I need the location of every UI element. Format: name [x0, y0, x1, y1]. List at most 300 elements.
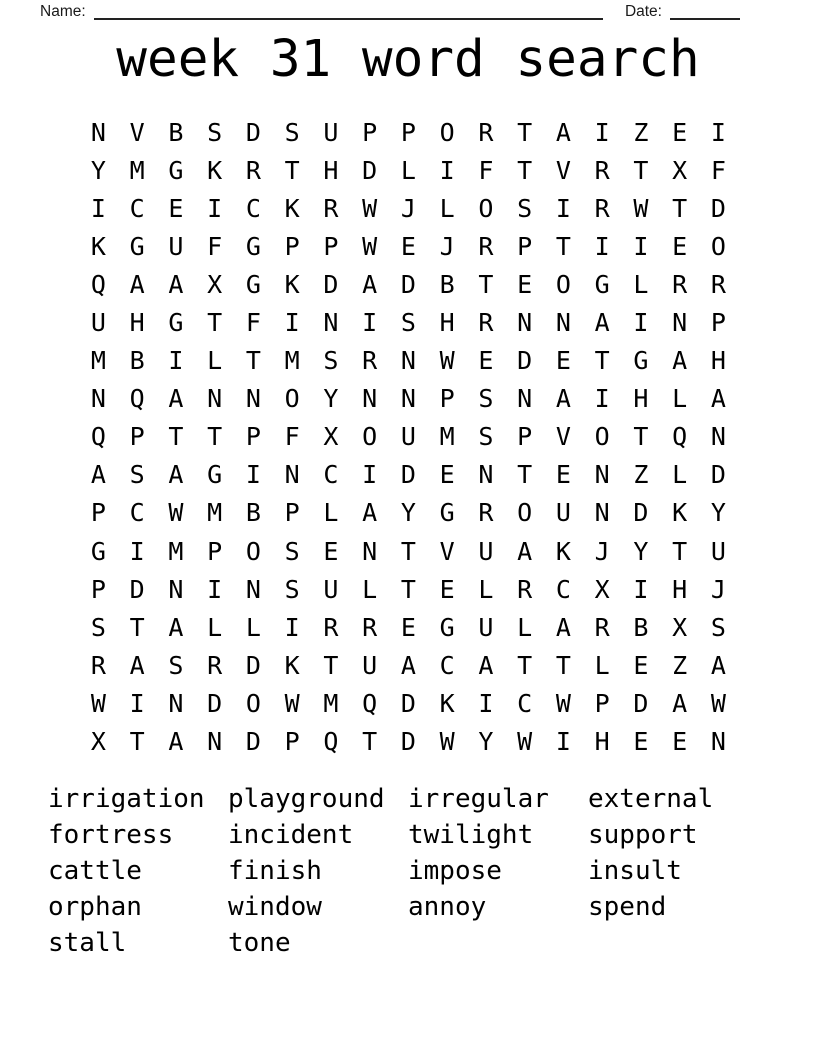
grid-cell-r7c10: W	[439, 346, 455, 376]
word-item: orphan	[48, 892, 142, 922]
grid-cell-r13c16: H	[672, 574, 688, 604]
grid-cell-r12c1: G	[90, 536, 106, 566]
grid-cell-r14c15: B	[633, 612, 649, 642]
word-list-column-4	[588, 781, 768, 961]
grid-cell-r1c1: N	[90, 117, 106, 147]
grid-cell-r12c5: O	[245, 536, 261, 566]
word-list	[48, 781, 768, 961]
grid-cell-r6c10: H	[439, 308, 455, 338]
grid-cell-r11c8: A	[362, 498, 378, 528]
word-item: support	[588, 820, 698, 850]
grid-cell-r4c3: U	[168, 231, 184, 261]
grid-cell-r13c11: L	[478, 574, 494, 604]
grid-cell-r13c12: R	[517, 574, 533, 604]
grid-cell-r3c15: W	[633, 193, 649, 223]
grid-cell-r16c10: K	[439, 688, 455, 718]
grid-cell-r9c13: V	[555, 422, 571, 452]
grid-cell-r2c3: G	[168, 155, 184, 185]
grid-cell-r7c12: D	[517, 346, 533, 376]
grid-cell-r11c10: G	[439, 498, 455, 528]
grid-cell-r2c6: T	[284, 155, 300, 185]
word-item: cattle	[48, 856, 142, 886]
grid-cell-r11c5: B	[245, 498, 261, 528]
word-item: fortress	[48, 820, 174, 850]
grid-cell-r15c16: Z	[672, 650, 688, 680]
word-item: twilight	[408, 820, 534, 850]
grid-cell-r8c12: N	[517, 384, 533, 414]
grid-cell-r9c10: M	[439, 422, 455, 452]
grid-cell-r15c12: T	[517, 650, 533, 680]
grid-cell-r6c11: R	[478, 308, 494, 338]
grid-cell-r2c10: I	[439, 155, 455, 185]
grid-cell-r5c1: Q	[90, 269, 106, 299]
worksheet-header	[40, 3, 740, 21]
grid-cell-r6c14: A	[594, 308, 610, 338]
grid-cell-r5c17: R	[710, 269, 726, 299]
grid-cell-r1c13: A	[555, 117, 571, 147]
grid-cell-r8c11: S	[478, 384, 494, 414]
grid-cell-r16c16: A	[672, 688, 688, 718]
grid-cell-r16c4: D	[207, 688, 223, 718]
grid-cell-r12c8: N	[362, 536, 378, 566]
grid-cell-r6c12: N	[517, 308, 533, 338]
grid-cell-r11c16: K	[672, 498, 688, 528]
grid-cell-r9c14: O	[594, 422, 610, 452]
grid-cell-r6c8: I	[362, 308, 378, 338]
grid-cell-r5c7: D	[323, 269, 339, 299]
grid-cell-r15c13: T	[555, 650, 571, 680]
grid-cell-r15c17: A	[710, 650, 726, 680]
grid-cell-r14c9: E	[400, 612, 416, 642]
grid-cell-r10c2: S	[129, 460, 145, 490]
grid-cell-r11c4: M	[207, 498, 223, 528]
grid-cell-r8c5: N	[245, 384, 261, 414]
grid-cell-r8c17: A	[710, 384, 726, 414]
grid-cell-r4c7: P	[323, 231, 339, 261]
grid-cell-r6c1: U	[90, 308, 106, 338]
grid-cell-r7c6: M	[284, 346, 300, 376]
grid-cell-r16c15: D	[633, 688, 649, 718]
grid-cell-r17c6: P	[284, 727, 300, 757]
grid-cell-r5c5: G	[245, 269, 261, 299]
grid-cell-r2c16: X	[672, 155, 688, 185]
grid-cell-r8c4: N	[207, 384, 223, 414]
grid-cell-r13c7: U	[323, 574, 339, 604]
grid-cell-r8c16: L	[672, 384, 688, 414]
grid-cell-r12c13: K	[555, 536, 571, 566]
grid-cell-r11c12: O	[517, 498, 533, 528]
grid-cell-r17c16: E	[672, 727, 688, 757]
grid-cell-r16c17: W	[710, 688, 726, 718]
grid-cell-r17c14: H	[594, 727, 610, 757]
grid-cell-r3c11: O	[478, 193, 494, 223]
grid-cell-r4c12: P	[517, 231, 533, 261]
grid-cell-r13c15: I	[633, 574, 649, 604]
grid-cell-r9c6: F	[284, 422, 300, 452]
grid-cell-r8c10: P	[439, 384, 455, 414]
grid-cell-r11c9: Y	[400, 498, 416, 528]
grid-cell-r11c7: L	[323, 498, 339, 528]
grid-cell-r3c4: I	[207, 193, 223, 223]
grid-cell-r6c15: I	[633, 308, 649, 338]
grid-cell-r15c4: R	[207, 650, 223, 680]
grid-cell-r10c8: I	[362, 460, 378, 490]
grid-cell-r17c11: Y	[478, 727, 494, 757]
grid-cell-r4c9: E	[400, 231, 416, 261]
grid-cell-r1c9: P	[400, 117, 416, 147]
grid-cell-r8c9: N	[400, 384, 416, 414]
grid-cell-r14c1: S	[90, 612, 106, 642]
grid-cell-r12c14: J	[594, 536, 610, 566]
word-item: spend	[588, 892, 667, 922]
grid-cell-r9c9: U	[400, 422, 416, 452]
grid-cell-r2c7: H	[323, 155, 339, 185]
grid-cell-r5c16: R	[672, 269, 688, 299]
grid-cell-r4c1: K	[90, 231, 106, 261]
date-blank-line	[670, 3, 740, 20]
grid-cell-r9c5: P	[245, 422, 261, 452]
grid-cell-r15c7: T	[323, 650, 339, 680]
grid-cell-r6c2: H	[129, 308, 145, 338]
word-item: insult	[588, 856, 682, 886]
grid-cell-r9c16: Q	[672, 422, 688, 452]
grid-cell-r4c13: T	[555, 231, 571, 261]
word-item: stall	[48, 928, 127, 958]
grid-cell-r13c14: X	[594, 574, 610, 604]
grid-cell-r16c6: W	[284, 688, 300, 718]
grid-cell-r16c2: I	[129, 688, 145, 718]
grid-cell-r10c6: N	[284, 460, 300, 490]
grid-cell-r10c15: Z	[633, 460, 649, 490]
word-list-column-2	[228, 781, 408, 961]
grid-cell-r14c2: T	[129, 612, 145, 642]
grid-cell-r17c5: D	[245, 727, 261, 757]
grid-cell-r13c3: N	[168, 574, 184, 604]
grid-cell-r10c9: D	[400, 460, 416, 490]
word-item: annoy	[408, 892, 487, 922]
grid-cell-r12c3: M	[168, 536, 184, 566]
grid-cell-r10c7: C	[323, 460, 339, 490]
grid-cell-r4c15: I	[633, 231, 649, 261]
grid-cell-r9c11: S	[478, 422, 494, 452]
grid-cell-r5c4: X	[207, 269, 223, 299]
grid-cell-r1c11: R	[478, 117, 494, 147]
grid-cell-r17c8: T	[362, 727, 378, 757]
grid-cell-r4c5: G	[245, 231, 261, 261]
grid-cell-r6c6: I	[284, 308, 300, 338]
date-label: Date:	[624, 3, 662, 20]
grid-cell-r16c13: W	[555, 688, 571, 718]
grid-cell-r11c3: W	[168, 498, 184, 528]
grid-cell-r7c4: L	[207, 346, 223, 376]
grid-cell-r11c6: P	[284, 498, 300, 528]
grid-cell-r7c7: S	[323, 346, 339, 376]
grid-cell-r2c13: V	[555, 155, 571, 185]
grid-cell-r13c9: T	[400, 574, 416, 604]
grid-cell-r4c11: R	[478, 231, 494, 261]
word-item: irrigation	[48, 784, 205, 814]
grid-cell-r17c10: W	[439, 727, 455, 757]
grid-cell-r3c2: C	[129, 193, 145, 223]
grid-cell-r3c7: R	[323, 193, 339, 223]
grid-cell-r14c10: G	[439, 612, 455, 642]
grid-cell-r5c12: E	[517, 269, 533, 299]
grid-cell-r15c6: K	[284, 650, 300, 680]
grid-cell-r15c2: A	[129, 650, 145, 680]
grid-cell-r9c8: O	[362, 422, 378, 452]
grid-cell-r6c17: P	[710, 308, 726, 338]
grid-cell-r10c3: A	[168, 460, 184, 490]
grid-cell-r11c15: D	[633, 498, 649, 528]
grid-cell-r5c11: T	[478, 269, 494, 299]
grid-cell-r13c4: I	[207, 574, 223, 604]
grid-cell-r15c10: C	[439, 650, 455, 680]
grid-cell-r9c7: X	[323, 422, 339, 452]
grid-cell-r8c8: N	[362, 384, 378, 414]
grid-cell-r11c2: C	[129, 498, 145, 528]
grid-cell-r2c4: K	[207, 155, 223, 185]
grid-cell-r14c3: A	[168, 612, 184, 642]
grid-cell-r2c2: M	[129, 155, 145, 185]
grid-cell-r4c17: O	[710, 231, 726, 261]
grid-cell-r12c16: T	[672, 536, 688, 566]
grid-cell-r12c15: Y	[633, 536, 649, 566]
word-item: incident	[228, 820, 354, 850]
grid-cell-r8c6: O	[284, 384, 300, 414]
grid-cell-r17c17: N	[710, 727, 726, 757]
grid-cell-r6c7: N	[323, 308, 339, 338]
grid-cell-r12c11: U	[478, 536, 494, 566]
grid-cell-r2c1: Y	[90, 155, 106, 185]
grid-cell-r14c11: U	[478, 612, 494, 642]
grid-cell-r11c14: N	[594, 498, 610, 528]
grid-cell-r15c3: S	[168, 650, 184, 680]
grid-cell-r16c11: I	[478, 688, 494, 718]
grid-cell-r16c7: M	[323, 688, 339, 718]
grid-cell-r15c14: L	[594, 650, 610, 680]
grid-cell-r15c8: U	[362, 650, 378, 680]
grid-cell-r5c8: A	[362, 269, 378, 299]
grid-cell-r6c13: N	[555, 308, 571, 338]
grid-cell-r6c5: F	[245, 308, 261, 338]
grid-cell-r3c8: W	[362, 193, 378, 223]
grid-cell-r13c8: L	[362, 574, 378, 604]
grid-cell-r3c5: C	[245, 193, 261, 223]
grid-cell-r16c5: O	[245, 688, 261, 718]
grid-cell-r17c7: Q	[323, 727, 339, 757]
grid-cell-r13c10: E	[439, 574, 455, 604]
grid-cell-r15c9: A	[400, 650, 416, 680]
grid-cell-r5c15: L	[633, 269, 649, 299]
grid-cell-r16c3: N	[168, 688, 184, 718]
word-item: tone	[228, 928, 291, 958]
grid-cell-r9c1: Q	[90, 422, 106, 452]
grid-cell-r7c9: N	[400, 346, 416, 376]
grid-cell-r2c8: D	[362, 155, 378, 185]
grid-cell-r5c9: D	[400, 269, 416, 299]
grid-cell-r3c6: K	[284, 193, 300, 223]
grid-cell-r17c2: T	[129, 727, 145, 757]
grid-cell-r15c11: A	[478, 650, 494, 680]
puzzle-title: week 31 word search	[116, 30, 700, 89]
grid-cell-r9c12: P	[517, 422, 533, 452]
grid-cell-r3c9: J	[400, 193, 416, 223]
grid-cell-r12c9: T	[400, 536, 416, 566]
grid-cell-r9c15: T	[633, 422, 649, 452]
grid-cell-r6c9: S	[400, 308, 416, 338]
grid-cell-r8c15: H	[633, 384, 649, 414]
grid-cell-r7c1: M	[90, 346, 106, 376]
grid-cell-r8c14: I	[594, 384, 610, 414]
grid-cell-r1c17: I	[710, 117, 726, 147]
grid-cell-r9c3: T	[168, 422, 184, 452]
grid-cell-r16c1: W	[90, 688, 106, 718]
grid-cell-r17c13: I	[555, 727, 571, 757]
grid-cell-r14c6: I	[284, 612, 300, 642]
grid-cell-r4c16: E	[672, 231, 688, 261]
grid-cell-r8c13: A	[555, 384, 571, 414]
grid-cell-r12c4: P	[207, 536, 223, 566]
grid-cell-r15c15: E	[633, 650, 649, 680]
grid-cell-r1c4: S	[207, 117, 223, 147]
grid-cell-r7c5: T	[245, 346, 261, 376]
grid-cell-r8c2: Q	[129, 384, 145, 414]
letter-grid	[79, 113, 738, 761]
grid-cell-r15c5: D	[245, 650, 261, 680]
grid-cell-r10c10: E	[439, 460, 455, 490]
grid-cell-r3c10: L	[439, 193, 455, 223]
grid-cell-r4c6: P	[284, 231, 300, 261]
grid-cell-r16c9: D	[400, 688, 416, 718]
word-item: external	[588, 784, 714, 814]
grid-cell-r16c8: Q	[362, 688, 378, 718]
grid-cell-r8c7: Y	[323, 384, 339, 414]
grid-cell-r10c1: A	[90, 460, 106, 490]
grid-cell-r1c5: D	[245, 117, 261, 147]
grid-cell-r7c11: E	[478, 346, 494, 376]
name-label: Name:	[40, 3, 86, 20]
grid-cell-r3c13: I	[555, 193, 571, 223]
grid-cell-r1c3: B	[168, 117, 184, 147]
grid-cell-r1c8: P	[362, 117, 378, 147]
grid-cell-r1c14: I	[594, 117, 610, 147]
grid-cell-r14c14: R	[594, 612, 610, 642]
grid-cell-r3c17: D	[710, 193, 726, 223]
grid-cell-r14c13: A	[555, 612, 571, 642]
grid-cell-r7c8: R	[362, 346, 378, 376]
grid-cell-r6c4: T	[207, 308, 223, 338]
grid-cell-r11c17: Y	[710, 498, 726, 528]
grid-cell-r5c10: B	[439, 269, 455, 299]
grid-cell-r17c3: A	[168, 727, 184, 757]
grid-cell-r16c14: P	[594, 688, 610, 718]
word-item: impose	[408, 856, 502, 886]
grid-cell-r2c12: T	[517, 155, 533, 185]
grid-cell-r10c5: I	[245, 460, 261, 490]
grid-cell-r2c17: F	[710, 155, 726, 185]
grid-cell-r14c5: L	[245, 612, 261, 642]
grid-cell-r7c17: H	[710, 346, 726, 376]
grid-cell-r1c6: S	[284, 117, 300, 147]
grid-cell-r5c3: A	[168, 269, 184, 299]
grid-cell-r14c16: X	[672, 612, 688, 642]
grid-cell-r16c12: C	[517, 688, 533, 718]
grid-cell-r10c16: L	[672, 460, 688, 490]
grid-cell-r2c15: T	[633, 155, 649, 185]
grid-cell-r10c12: T	[517, 460, 533, 490]
grid-cell-r17c1: X	[90, 727, 106, 757]
grid-cell-r10c14: N	[594, 460, 610, 490]
grid-cell-r10c4: G	[207, 460, 223, 490]
grid-cell-r7c14: T	[594, 346, 610, 376]
grid-cell-r11c11: R	[478, 498, 494, 528]
grid-cell-r3c14: R	[594, 193, 610, 223]
grid-cell-r12c7: E	[323, 536, 339, 566]
grid-cell-r1c2: V	[129, 117, 145, 147]
grid-cell-r1c7: U	[323, 117, 339, 147]
grid-cell-r13c17: J	[710, 574, 726, 604]
grid-cell-r9c17: N	[710, 422, 726, 452]
grid-cell-r7c15: G	[633, 346, 649, 376]
grid-cell-r14c8: R	[362, 612, 378, 642]
grid-cell-r17c12: W	[517, 727, 533, 757]
grid-cell-r17c15: E	[633, 727, 649, 757]
grid-cell-r7c3: I	[168, 346, 184, 376]
grid-cell-r14c4: L	[207, 612, 223, 642]
grid-cell-r10c17: D	[710, 460, 726, 490]
grid-cell-r5c14: G	[594, 269, 610, 299]
grid-cell-r7c2: B	[129, 346, 145, 376]
grid-cell-r9c4: T	[207, 422, 223, 452]
grid-cell-r6c3: G	[168, 308, 184, 338]
name-blank-line	[94, 3, 603, 20]
grid-cell-r3c1: I	[90, 193, 106, 223]
word-item: finish	[228, 856, 322, 886]
grid-cell-r6c16: N	[672, 308, 688, 338]
grid-cell-r4c2: G	[129, 231, 145, 261]
grid-cell-r2c9: L	[400, 155, 416, 185]
grid-cell-r11c13: U	[555, 498, 571, 528]
grid-cell-r4c14: I	[594, 231, 610, 261]
grid-cell-r4c8: W	[362, 231, 378, 261]
grid-cell-r13c13: C	[555, 574, 571, 604]
grid-cell-r12c6: S	[284, 536, 300, 566]
grid-cell-r3c12: S	[517, 193, 533, 223]
grid-cell-r10c11: N	[478, 460, 494, 490]
grid-cell-r12c10: V	[439, 536, 455, 566]
grid-cell-r14c12: L	[517, 612, 533, 642]
grid-cell-r1c16: E	[672, 117, 688, 147]
word-item: window	[228, 892, 322, 922]
grid-cell-r10c13: E	[555, 460, 571, 490]
grid-cell-r2c5: R	[245, 155, 261, 185]
grid-cell-r12c2: I	[129, 536, 145, 566]
grid-cell-r14c7: R	[323, 612, 339, 642]
grid-cell-r17c9: D	[400, 727, 416, 757]
grid-cell-r11c1: P	[90, 498, 106, 528]
grid-cell-r12c17: U	[710, 536, 726, 566]
grid-cell-r4c10: J	[439, 231, 455, 261]
word-list-column-3	[408, 781, 588, 961]
word-item: playground	[228, 784, 385, 814]
grid-cell-r3c3: E	[168, 193, 184, 223]
grid-cell-r2c14: R	[594, 155, 610, 185]
grid-cell-r15c1: R	[90, 650, 106, 680]
grid-cell-r9c2: P	[129, 422, 145, 452]
grid-cell-r12c12: A	[517, 536, 533, 566]
grid-cell-r7c13: E	[555, 346, 571, 376]
grid-cell-r1c10: O	[439, 117, 455, 147]
